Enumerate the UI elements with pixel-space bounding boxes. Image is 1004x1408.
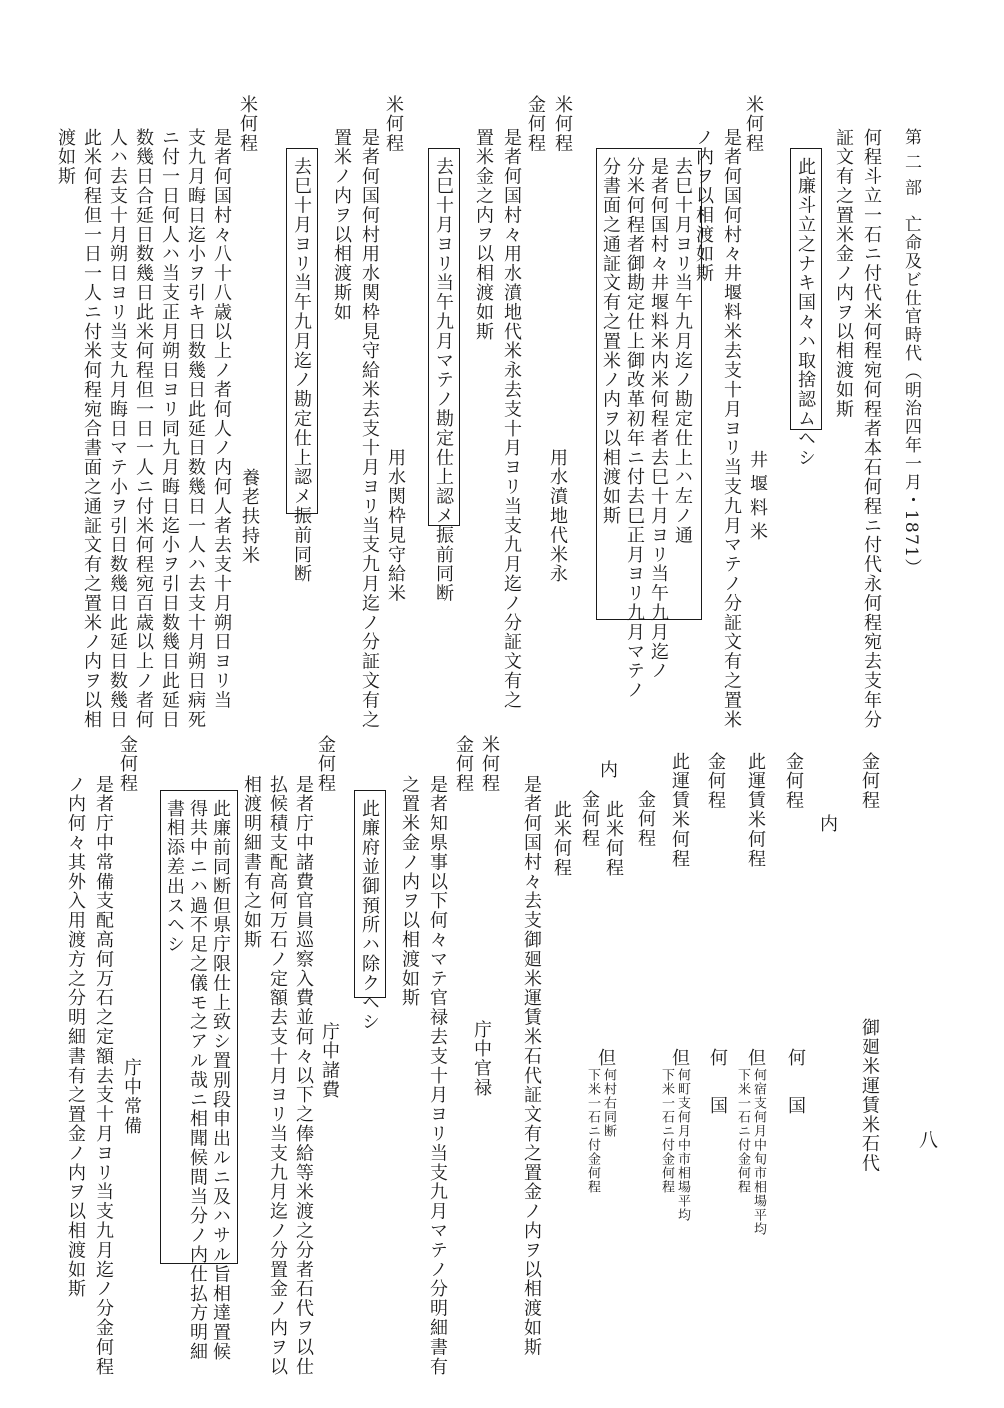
section-body: 置米金之内ヲ以相渡如斯 (473, 128, 494, 342)
section-title: 用水濆地代米永 (547, 448, 568, 584)
section-body: 是者何国何村々井堰料米去支十月ヨリ当支九月マテノ分証文有之置米 (721, 128, 742, 730)
note-box-6-line: 得共中ニハ過不足之儀モ之アル哉ニ相聞候間当分ノ内仕払方明細 (187, 799, 208, 1362)
note-box-2-line: 去巳十月ヨリ当午九月迄ノ勘定仕上ハ左ノ通 (672, 157, 693, 545)
section-title: 御廻米運賃米石代 (859, 1018, 880, 1174)
page-number: 八 (916, 1130, 938, 1149)
note-box-3 (428, 148, 460, 604)
tadashi: 但 (595, 1048, 616, 1068)
row-label: 此運賃米何程 (745, 752, 766, 869)
note-box-6 (160, 790, 238, 1362)
section-body: 是者何国村々八十八歳以上ノ者何人ノ内何人者去支十月朔日ヨリ当 (211, 128, 232, 710)
section-title: 庁中官禄 (471, 1020, 492, 1098)
price-note: 下米一石ニ付金何程 (735, 1068, 750, 1194)
section-title: 庁中常備 (121, 1058, 142, 1136)
section-label: 米何程 (237, 95, 258, 154)
section-body: 置米ノ内ヲ以相渡斯如 (331, 128, 352, 322)
country-label: 何 国 (785, 1048, 806, 1120)
section-body: ノ内何々其外入用渡方之分明細書有之置金ノ内ヲ以相渡如斯 (65, 775, 86, 1299)
row-label: 金何程 (705, 752, 726, 811)
row-label: 金何程 (635, 790, 656, 849)
section-body: 是者知県事以下何々マテ官禄去支十月ヨリ当支九月マテノ分明細書有 (427, 775, 448, 1377)
section-label: 金何程 (315, 735, 336, 794)
section-body: ニ付一日何人ハ当支正月朔日ヨリ同九月晦日迄小ヲ引日数幾日此延日 (159, 128, 180, 730)
note-box-4-text: 去巳十月ヨリ当午九月迄ノ勘定仕上認メ振前同断 (291, 157, 312, 584)
section-body: 是者庁中諸費官員巡察入費並何々以下之俸給等米渡之分者石代ヲ以仕 (293, 775, 314, 1377)
section-body: 是者何国何村用水関枠見守給米去支十月ヨリ当支九月迄ノ分証文有之 (359, 128, 380, 730)
section-body: 支九月晦日迄小ヲ引キ日数幾日此延日数幾日一人ハ去支十月朔日病死 (185, 128, 206, 730)
note-box-2-line: 分書面之通証文有之置米ノ内ヲ以相渡如斯 (600, 157, 621, 526)
note-box-2-line: 是者何国村々井堰料米内米何程者去巳十月ヨリ当午九月迄ノ (648, 157, 669, 681)
row-label: 此運賃米何程 (669, 752, 690, 869)
section-label: 金何程 (859, 752, 880, 811)
note-box-6-line: 此廉前同断但県庁限仕上致シ置別段申出ルニ及ハサル旨相達置候 (210, 799, 231, 1362)
row-label: 金何程 (783, 752, 804, 811)
inner-label: 内 (817, 814, 838, 834)
price-note: 何町支何月中市相場平均 (675, 1068, 690, 1222)
section-label: 金何程 (117, 735, 138, 794)
row-label: 金何程 (579, 790, 600, 849)
section-label: 米何程 (383, 95, 404, 154)
intro-line-2: 証文有之置米金ノ内ヲ以相渡如斯 (833, 128, 854, 419)
section-label: 米何程 (552, 95, 573, 154)
section-title: 用水関枠見守給米 (385, 448, 406, 604)
note-box-1-text: 此廉斗立之ナキ国々ハ取捨認ムヘシ (795, 157, 816, 468)
price-note: 何宿支何月中旬市相場平均 (751, 1068, 766, 1236)
price-note: 何村右同断 (601, 1068, 616, 1138)
note-box-5 (354, 790, 386, 1032)
section-label: 金何程 (525, 95, 546, 154)
section-body: 払候積支配高何万石ノ定額去支十月ヨリ当支九月迄ノ分置金ノ内ヲ以 (267, 775, 288, 1377)
note-box-2 (596, 148, 702, 701)
section-label: 米何程 (479, 735, 500, 794)
note-box-4 (286, 148, 318, 584)
chapter-header: 第 二 部 亡命及ビ仕官時代（明治四年一月・1871） (901, 128, 921, 577)
tadashi: 但 (745, 1048, 766, 1068)
section-body: ノ内ヲ以相渡如斯 (693, 128, 714, 284)
intro-line-1: 何程斗立一石ニ付代米何程宛何程者本石何程ニ付代永何程宛去支年分 (861, 128, 882, 730)
section-label: 金何程 (453, 735, 474, 794)
note-box-1 (790, 148, 822, 468)
section-body: 此米何程但一日一人ニ付米何程宛合書面之通証文有之置米ノ内ヲ以相 (81, 128, 102, 730)
country-label: 何 国 (707, 1048, 728, 1120)
price-note: 下米一石ニ付金何程 (659, 1068, 674, 1194)
section-body: 相渡明細書有之如斯 (241, 775, 262, 950)
section-body: 渡如斯 (55, 128, 76, 187)
note-box-3-text: 去巳十月ヨリ当午九月マテノ勘定仕上認メ振前同断 (433, 157, 454, 604)
section-body: 之置米金ノ内ヲ以相渡如斯 (399, 775, 420, 1008)
row-label: 此米何程 (603, 800, 624, 878)
tadashi: 但 (669, 1048, 690, 1068)
inner-label: 内 (597, 760, 618, 780)
section-title: 井堰料米 (747, 450, 768, 546)
section-label: 米何程 (743, 95, 764, 154)
note-box-5-text: 此廉府並御預所ハ除クヘシ (359, 799, 380, 1032)
section-body: 是者庁中常備支配高何万石之定額去支十月ヨリ当支九月迄ノ分金何程 (93, 775, 114, 1377)
price-note: 下米一石ニ付金何程 (585, 1068, 600, 1194)
section-body: 是者何国村々去支御廻米運賃米石代証文有之置金ノ内ヲ以相渡如斯 (521, 775, 542, 1357)
section-body: 数幾日合延日数幾日此米何程但一日一人ニ付米何程宛百歳以上ノ者何 (133, 128, 154, 730)
section-title: 庁中諸費 (319, 1022, 340, 1100)
note-box-2-line: 分米何程者御勘定仕上御改革初年ニ付去巳正月ヨリ九月マテノ (624, 157, 645, 701)
note-box-6-line: 書相添差出スヘシ (164, 799, 185, 955)
row-label: 此米何程 (551, 800, 572, 878)
section-body: 是者何国村々用水濆地代米永去支十月ヨリ当支九月迄ノ分証文有之 (501, 128, 522, 710)
section-body: 人ハ去支十月朔日ヨリ当支九月晦日マテ小ヲ引日数幾日此延日数幾日 (107, 128, 128, 730)
section-title: 養老扶持米 (239, 468, 260, 565)
